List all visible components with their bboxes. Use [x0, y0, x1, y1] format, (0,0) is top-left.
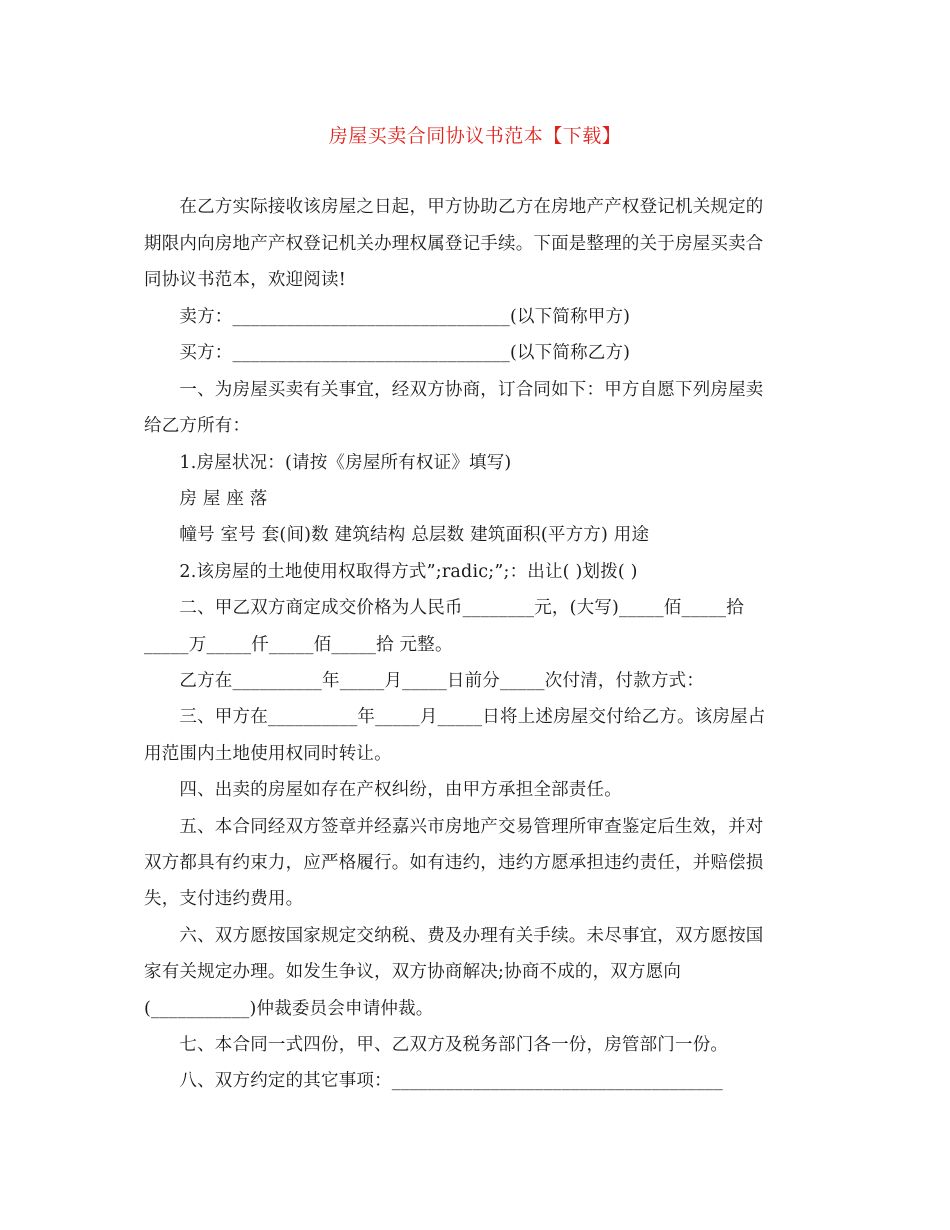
paragraph-line: 五、本合同经双方签章并经嘉兴市房地产交易管理所审查鉴定后生效，并对 [144, 817, 764, 837]
paragraph-line: 期限内向房地产产权登记机关办理权属登记手续。下面是整理的关于房屋买卖合 [144, 234, 764, 254]
paragraph-line: _____万_____仟_____佰_____拾 元整。 [144, 635, 453, 655]
paragraph-line: 在乙方实际接收该房屋之日起，甲方协助乙方在房地产产权登记机关规定的 [144, 197, 764, 217]
paragraph-line: 家有关规定办理。如发生争议，双方协商解决;协商不成的，双方愿向 [144, 962, 682, 982]
paragraph-line: 七、本合同一式四份，甲、乙双方及税务部门各一份，房管部门一份。 [144, 1035, 729, 1055]
paragraph-line: 买方：_______________________________(以下简称乙方) [144, 343, 631, 363]
paragraph-line: 给乙方所有： [144, 416, 251, 436]
paragraph-line: 乙方在__________年_____月_____日前分_____次付清，付款方式： [144, 671, 705, 691]
paragraph-line: 六、双方愿按国家规定交纳税、费及办理有关手续。未尽事宜，双方愿按国 [144, 926, 764, 946]
paragraph-line: 一、为房屋买卖有关事宜，经双方协商，订合同如下：甲方自愿下列房屋卖 [144, 380, 764, 400]
paragraph-line: 1.房屋状况：(请按《房屋所有权证》填写) [144, 453, 512, 473]
paragraph-line: 四、出卖的房屋如存在产权纠纷，由甲方承担全部责任。 [144, 780, 622, 800]
paragraph-line: (___________)仲裁委员会申请仲裁。 [144, 999, 434, 1019]
paragraph-line: 幢号 室号 套(间)数 建筑结构 总层数 建筑面积(平方方) 用途 [144, 525, 650, 545]
paragraph-line: 失，支付违约费用。 [144, 889, 304, 909]
paragraph-line: 二、甲乙双方商定成交价格为人民币________元，(大写)_____佰_____拾 [144, 598, 744, 618]
paragraph-line: 房 屋 座 落 [144, 489, 268, 509]
paragraph-line: 同协议书范本，欢迎阅读! [144, 270, 346, 290]
paragraph-line: 八、双方约定的其它事项：_____________________________________ [144, 1071, 723, 1091]
paragraph-line: 三、甲方在__________年_____月_____日将上述房屋交付给乙方。该房屋占 [144, 707, 766, 727]
paragraph-line: 2.该房屋的土地使用权取得方式”;radic;”;：出让( )划拨( ) [144, 562, 638, 582]
paragraph-line: 卖方：_______________________________(以下简称甲方) [144, 307, 631, 327]
document-title: 房屋买卖合同协议书范本【下载】 [328, 125, 622, 147]
paragraph-line: 双方都具有约束力，应严格履行。如有违约，违约方愿承担违约责任，并赔偿损 [144, 853, 764, 873]
paragraph-line: 用范围内土地使用权同时转让。 [144, 744, 392, 764]
